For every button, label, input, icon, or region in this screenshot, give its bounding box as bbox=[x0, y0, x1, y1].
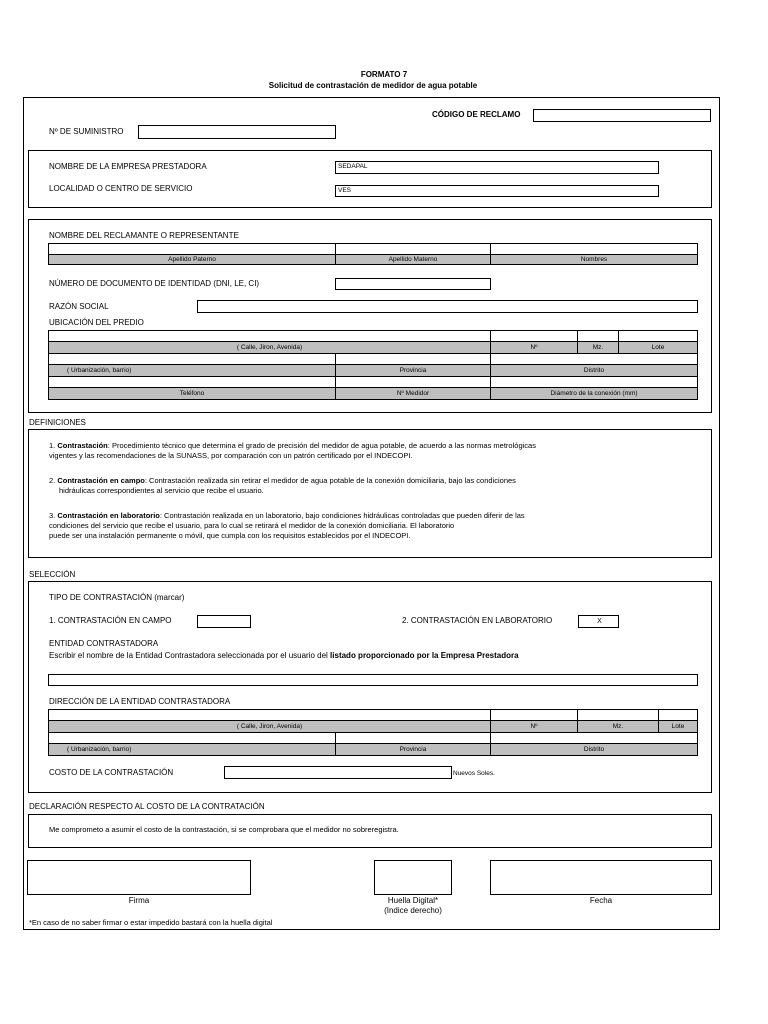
huella-box[interactable] bbox=[374, 860, 452, 895]
entidad-field[interactable] bbox=[48, 674, 698, 686]
huella-label: Huella Digital* bbox=[387, 896, 439, 905]
nombres-caption: Nombres bbox=[490, 254, 698, 265]
empresa-nombre-label: NOMBRE DE LA EMPRESA PRESTADORA bbox=[49, 162, 207, 171]
dir-calle-caption: ( Calle, Jiron, Avenida) bbox=[48, 720, 491, 733]
codigo-reclamo-label: CÓDIGO DE RECLAMO bbox=[432, 110, 521, 119]
definiciones-title: DEFINICIONES bbox=[29, 418, 86, 427]
lote-caption: Lote bbox=[618, 341, 698, 354]
costo-label: COSTO DE LA CONTRASTACIÓN bbox=[49, 768, 174, 777]
declaracion-title: DECLARACIÓN RESPECTO AL COSTO DE LA CONTRATACIÓN bbox=[29, 802, 265, 811]
diametro-caption: Diámetro de la conexión (mm) bbox=[490, 387, 698, 400]
form-title: FORMATO 7 bbox=[360, 70, 408, 79]
ubicacion-label: UBICACIÓN DEL PREDIO bbox=[49, 318, 144, 327]
razon-social-field[interactable] bbox=[197, 300, 698, 313]
dir-numero-caption: Nº bbox=[490, 720, 578, 733]
urbanizacion-caption: ( Urbanización, barrio) bbox=[48, 364, 336, 377]
firma-box[interactable] bbox=[27, 860, 251, 895]
definicion-3: 3. Contrastación en laboratorio: Contrastación realizada en un laboratorio, bajo condiciones hidráulicas controladas que pueden diferir de las condiciones del servicio que recibe el usuario, para lo cual se retirará el medidor de la conexión domiciliaria. El laboratorio puede ser una instalación permanente o móvil, que cumpla con los requisitos establecidos por el INDECOPI. bbox=[49, 511, 525, 540]
reclamante-label: NOMBRE DEL RECLAMANTE O REPRESENTANTE bbox=[49, 231, 239, 240]
definicion-1: 1. Contrastación: Procedimiento técnico que determina el grado de precisión del medidor de agua potable, de acuerdo a las normas metrológicas vigentes y las recomendaciones de la SUNASS, por comparación con un patrón certificado por el INDECOPI. bbox=[49, 441, 536, 460]
documento-label: NÚMERO DE DOCUMENTO DE IDENTIDAD (DNI, LE, CI) bbox=[49, 279, 260, 288]
suministro-field[interactable] bbox=[138, 125, 336, 139]
medidor-caption: Nº Medidor bbox=[335, 387, 491, 400]
huella-note: *En caso de no saber firmar o estar impedido bastará con la huella digital bbox=[29, 918, 273, 927]
direccion-label: DIRECCIÓN DE LA ENTIDAD CONTRASTADORA bbox=[49, 697, 231, 706]
dir-urbanizacion-caption: ( Urbanización, barrio) bbox=[48, 743, 336, 756]
huella-sublabel: (Indice derecho) bbox=[384, 906, 442, 915]
form-subtitle: Solicitud de contrastación de medidor de agua potable bbox=[268, 81, 478, 90]
laboratorio-label: 2. CONTRASTACIÓN EN LABORATORIO bbox=[402, 616, 553, 625]
fecha-box[interactable] bbox=[490, 860, 712, 895]
dir-distrito-caption: Distrito bbox=[490, 743, 698, 756]
empresa-nombre-field[interactable]: SEDAPAL bbox=[335, 161, 659, 174]
definicion-2: 2. Contrastación en campo: Contrastación realizada sin retirar el medidor de agua potable de la conexión domiciliaria, bajo las condiciones hidráulicas correspondientes al servicio que recibe el usuario. bbox=[49, 476, 516, 495]
numero-caption: Nº bbox=[490, 341, 578, 354]
razon-social-label: RAZÓN SOCIAL bbox=[49, 302, 109, 311]
codigo-reclamo-field[interactable] bbox=[533, 109, 711, 122]
provincia-caption: Provincia bbox=[335, 364, 491, 377]
entidad-instructions: Escribir el nombre de la Entidad Contrastadora seleccionada por el usuario del listado proporcionado por la Empresa Prestadora bbox=[49, 651, 519, 660]
fecha-label: Fecha bbox=[589, 896, 613, 905]
laboratorio-checkbox[interactable]: X bbox=[578, 615, 619, 628]
calle-caption: ( Calle, Jiron, Avenida) bbox=[48, 341, 491, 354]
localidad-label: LOCALIDAD O CENTRO DE SERVICIO bbox=[49, 184, 193, 193]
dir-provincia-caption: Provincia bbox=[335, 743, 491, 756]
declaracion-text: Me comprometo a asumir el costo de la contrastación, si se comprobara que el medidor no sobreregistra. bbox=[49, 825, 399, 834]
localidad-field[interactable]: VES bbox=[335, 185, 659, 197]
documento-field[interactable] bbox=[335, 278, 491, 290]
costo-unit: Nuevos Soles. bbox=[453, 770, 495, 777]
empresa-section bbox=[28, 150, 712, 208]
campo-label: 1. CONTRASTACIÓN EN CAMPO bbox=[49, 616, 172, 625]
apellido-materno-caption: Apellido Materno bbox=[335, 254, 491, 265]
suministro-label: Nº DE SUMINISTRO bbox=[49, 127, 124, 136]
campo-checkbox[interactable] bbox=[197, 615, 251, 628]
costo-field[interactable] bbox=[224, 766, 452, 779]
mz-caption: Mz. bbox=[577, 341, 619, 354]
dir-mz-caption: Mz. bbox=[577, 720, 659, 733]
seleccion-section bbox=[28, 581, 712, 793]
tipo-label: TIPO DE CONTRASTACIÓN (marcar) bbox=[49, 593, 185, 602]
entidad-label: ENTIDAD CONTRASTADORA bbox=[49, 639, 159, 648]
dir-lote-caption: Lote bbox=[658, 720, 698, 733]
telefono-caption: Teléfono bbox=[48, 387, 336, 400]
seleccion-title: SELECCIÓN bbox=[29, 570, 76, 579]
firma-label: Firma bbox=[128, 896, 150, 905]
distrito-caption: Distrito bbox=[490, 364, 698, 377]
apellido-paterno-caption: Apellido Paterno bbox=[48, 254, 336, 265]
